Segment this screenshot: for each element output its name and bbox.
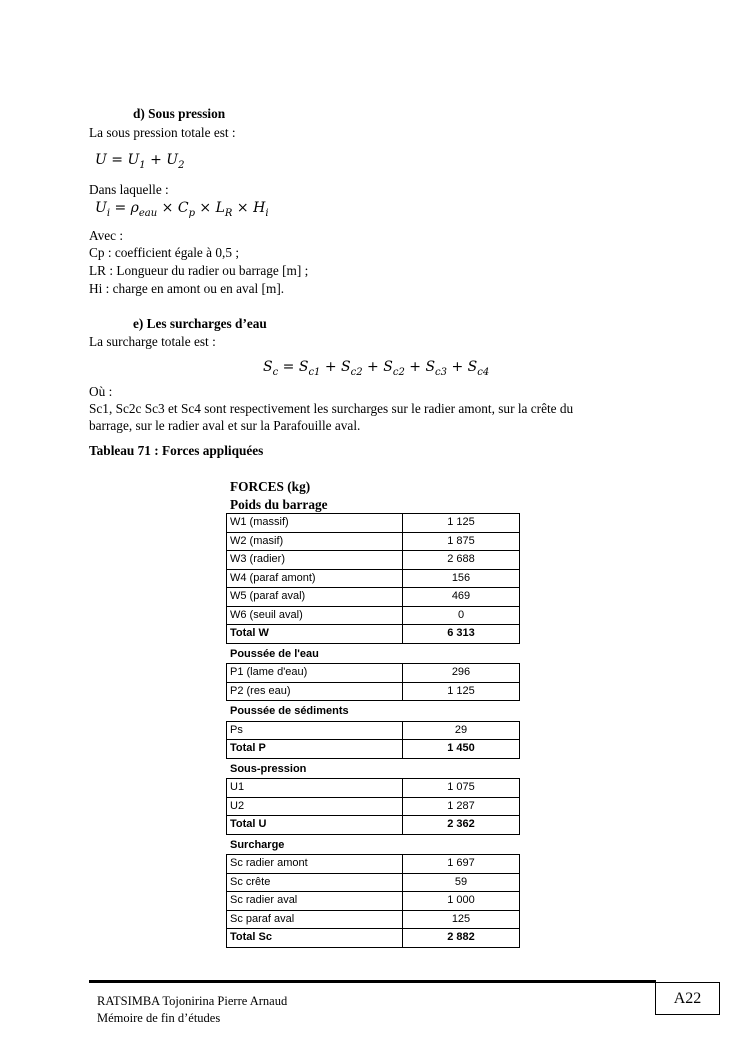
- formula-ui: $U_i = \rho_{eau} \times C_p \times L_R \times H_i$: [95, 200, 269, 219]
- table-row: Sc crête 59: [227, 873, 520, 892]
- section-label-surcharge: Surcharge: [230, 838, 285, 851]
- table-title: FORCES (kg): [230, 479, 311, 494]
- table-row: W2 (masif) 1 875: [227, 532, 520, 551]
- table-row: W1 (massif) 1 125: [227, 514, 520, 533]
- definition-lr: LR : Longueur du radier ou barrage [m] ;: [89, 263, 309, 278]
- total-row: Total P 1 450: [227, 740, 520, 759]
- table-row: W3 (radier) 2 688: [227, 551, 520, 570]
- footer-author: RATSIMBA Tojonirina Pierre Arnaud: [97, 994, 288, 1008]
- definition-cp: Cp : coefficient égale à 0,5 ;: [89, 245, 240, 260]
- formula-u-total: $U = U_1 + U_2$: [95, 152, 185, 171]
- section-e-intro: La surcharge totale est :: [89, 334, 216, 349]
- dans-laquelle-label: Dans laquelle :: [89, 182, 169, 197]
- footer-text: [97, 993, 287, 1027]
- table-row: U1 1 075: [227, 779, 520, 798]
- total-row: Total Sc 2 882: [227, 929, 520, 948]
- section-e-heading: e) Les surcharges d’eau: [133, 316, 267, 331]
- table-row: Ps 29: [227, 721, 520, 740]
- definition-hi: Hi : charge en amont ou en aval [m].: [89, 281, 285, 296]
- ou-label: Où :: [89, 384, 113, 399]
- footer-divider: [89, 980, 656, 983]
- section-label-poids: Poids du barrage: [230, 497, 328, 512]
- table-row: W5 (paraf aval) 469: [227, 588, 520, 607]
- avec-label: Avec :: [89, 228, 124, 243]
- table-row: W6 (seuil aval) 0: [227, 606, 520, 625]
- table-poussee-eau: [226, 663, 520, 701]
- forces-table: [226, 478, 519, 948]
- table-row: P2 (res eau) 1 125: [227, 682, 520, 701]
- table-poids: [226, 513, 520, 644]
- total-row: Total W 6 313: [227, 625, 520, 644]
- table-caption: Tableau 71 : Forces appliquées: [89, 443, 264, 458]
- total-row: Total U 2 362: [227, 816, 520, 835]
- footer-subtitle: Mémoire de fin d’études: [97, 1011, 221, 1025]
- table-poussee-sediments: [226, 721, 520, 759]
- surcharges-description-line2: barrage, sur le radier aval et sur la Parafouille aval.: [89, 418, 361, 433]
- table-row: Sc radier aval 1 000: [227, 892, 520, 911]
- section-label-poussee-sediments: Poussée de sédiments: [230, 705, 349, 717]
- section-d-heading: d) Sous pression: [133, 106, 226, 121]
- table-row: P1 (lame d'eau) 296: [227, 664, 520, 683]
- table-sous-pression: [226, 778, 520, 835]
- section-label-poussee-eau: Poussée de l'eau: [230, 647, 319, 660]
- surcharges-description-line1: Sc1, Sc2c Sc3 et Sc4 sont respectivement les surcharges sur le radier amont, sur la crête du: [89, 401, 574, 416]
- table-row: Sc paraf aval 125: [227, 910, 520, 929]
- formula-sc: $S_c = S_{c1} + S_{c2} + S_{c2} + S_{c3} + S_{c4}$: [263, 359, 490, 378]
- table-surcharge: [226, 854, 520, 948]
- table-row: W4 (paraf amont) 156: [227, 569, 520, 588]
- section-d-intro: La sous pression totale est :: [89, 125, 236, 140]
- section-label-sous-pression: Sous-pression: [230, 762, 307, 775]
- page-number: A22: [655, 982, 720, 1015]
- table-row: U2 1 287: [227, 797, 520, 816]
- table-row: Sc radier amont 1 697: [227, 855, 520, 874]
